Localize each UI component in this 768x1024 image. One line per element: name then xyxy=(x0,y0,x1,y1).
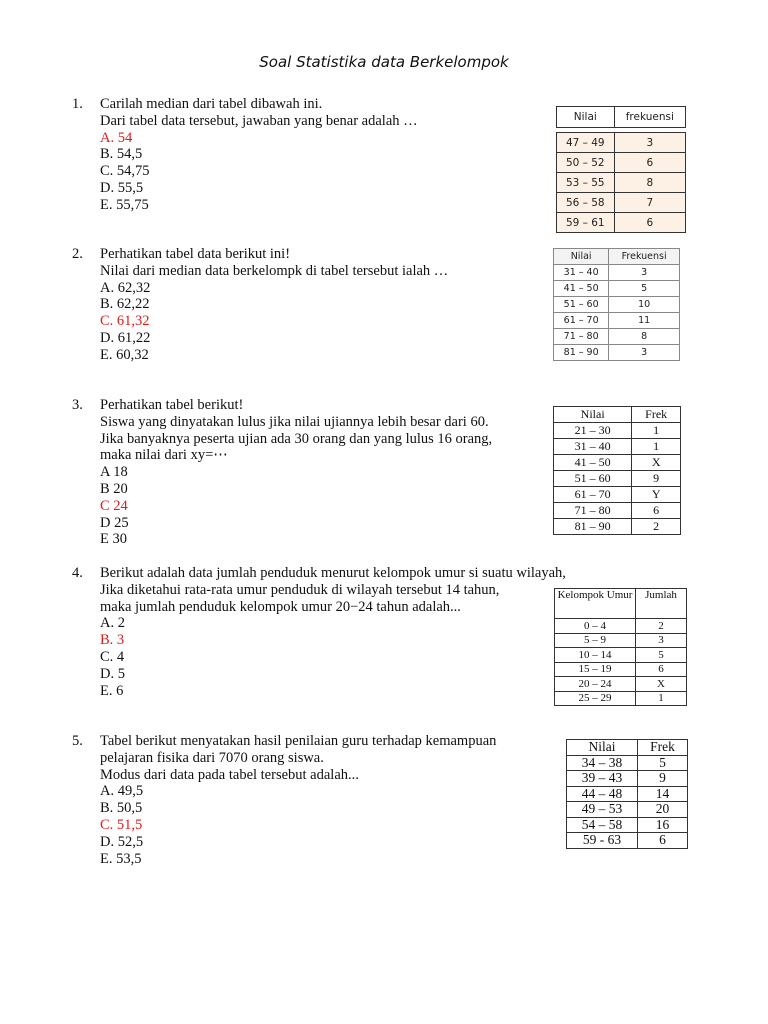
table-2 xyxy=(553,248,680,361)
question-number: 2. xyxy=(72,246,83,262)
table-4 xyxy=(554,588,687,706)
table-header: Jumlah xyxy=(636,589,687,619)
table-cell: Y xyxy=(632,487,681,503)
question-text: Berikut adalah data jumlah penduduk menurut kelompok umur si suatu wilayah, xyxy=(100,565,566,581)
table-cell: 54 – 58 xyxy=(567,817,638,833)
option-b: B 20 xyxy=(100,480,128,497)
table-header: Frek xyxy=(632,407,681,423)
option-e: E 30 xyxy=(100,531,127,548)
question-number: 1. xyxy=(72,96,83,112)
table-cell: 6 xyxy=(614,153,685,173)
table-1 xyxy=(556,106,686,233)
question-text: Modus dari data pada tabel tersebut adalah... xyxy=(100,766,359,783)
table-row xyxy=(554,281,680,297)
table-cell: 3 xyxy=(614,133,685,153)
table-cell: 5 xyxy=(636,648,687,663)
question-number: 4. xyxy=(72,565,83,581)
option-a: A. 54 xyxy=(100,129,133,146)
table-cell: 3 xyxy=(609,345,680,361)
table-cell: 20 – 24 xyxy=(555,677,636,692)
table-header: frekuensi xyxy=(614,107,685,128)
table-row xyxy=(555,691,687,706)
option-c: C. 61,32 xyxy=(100,313,150,330)
table-row xyxy=(557,173,686,193)
table-row xyxy=(555,633,687,648)
table-cell: 61 – 70 xyxy=(554,313,609,329)
table-cell: 10 – 14 xyxy=(555,648,636,663)
table-row xyxy=(567,802,688,818)
table-cell: 15 – 19 xyxy=(555,662,636,677)
question-text: maka jumlah penduduk kelompok umur 20−24 tahun adalah... xyxy=(100,598,461,615)
question-text: Tabel berikut menyatakan hasil penilaian guru terhadap kemampuan xyxy=(100,733,497,749)
table-row xyxy=(555,662,687,677)
table-cell: 81 – 90 xyxy=(554,345,609,361)
table-cell: 9 xyxy=(632,471,681,487)
table-cell: 5 xyxy=(609,281,680,297)
table-cell: 0 – 4 xyxy=(555,619,636,634)
table-row xyxy=(567,771,688,787)
table-cell: 59 – 61 xyxy=(557,213,615,233)
table-row xyxy=(554,519,681,535)
table-cell: 56 – 58 xyxy=(557,193,615,213)
table-cell: X xyxy=(636,677,687,692)
question-text: Perhatikan tabel berikut! xyxy=(100,397,244,413)
table-row xyxy=(554,487,681,503)
page-title: Soal Statistika data Berkelompok xyxy=(259,53,509,71)
table-cell: 11 xyxy=(609,313,680,329)
table-cell: 41 – 50 xyxy=(554,455,632,471)
table-cell: 1 xyxy=(632,423,681,439)
table-cell: 44 – 48 xyxy=(567,786,638,802)
question-text: pelajaran fisika dari 7070 orang siswa. xyxy=(100,749,324,766)
table-header: Nilai xyxy=(554,407,632,423)
option-e: E. 53,5 xyxy=(100,850,142,867)
option-b: B. 3 xyxy=(100,632,125,649)
table-cell: 6 xyxy=(632,503,681,519)
table-row xyxy=(567,786,688,802)
question-text: maka nilai dari xy=⋯ xyxy=(100,447,228,464)
table-cell: 47 – 49 xyxy=(557,133,615,153)
table-cell: 10 xyxy=(609,297,680,313)
table-row xyxy=(557,133,686,153)
table-header: Frekuensi xyxy=(609,249,680,265)
option-d: D 25 xyxy=(100,514,129,531)
table-cell: 50 – 52 xyxy=(557,153,615,173)
option-d: D. 55,5 xyxy=(100,179,144,196)
table-cell: 16 xyxy=(638,817,688,833)
table-3 xyxy=(553,406,681,535)
table-header: Nilai xyxy=(567,740,638,756)
table-cell: 14 xyxy=(638,786,688,802)
option-c: C. 54,75 xyxy=(100,163,150,180)
table-cell: 81 – 90 xyxy=(554,519,632,535)
table-header: Kelompok Umur xyxy=(555,589,636,619)
table-cell: 31 – 40 xyxy=(554,439,632,455)
table-row xyxy=(555,619,687,634)
table-cell: 3 xyxy=(609,265,680,281)
table-row xyxy=(557,213,686,233)
table-row xyxy=(554,297,680,313)
table-cell: 9 xyxy=(638,771,688,787)
option-d: D. 5 xyxy=(100,665,125,682)
table-cell: 34 – 38 xyxy=(567,755,638,771)
table-cell: 25 – 29 xyxy=(555,691,636,706)
option-a: A. 2 xyxy=(100,615,125,632)
table-cell: 20 xyxy=(638,802,688,818)
option-d: D. 61,22 xyxy=(100,329,151,346)
table-cell: 59 - 63 xyxy=(567,833,638,849)
table-cell: 1 xyxy=(636,691,687,706)
table-row xyxy=(555,648,687,663)
table-cell: 71 – 80 xyxy=(554,329,609,345)
table-row xyxy=(557,193,686,213)
option-e: E. 55,75 xyxy=(100,196,149,213)
table-row xyxy=(554,313,680,329)
question-number: 3. xyxy=(72,397,83,413)
option-e: E. 6 xyxy=(100,682,124,699)
table-row xyxy=(554,471,681,487)
table-cell: 6 xyxy=(638,833,688,849)
table-cell: X xyxy=(632,455,681,471)
table-row xyxy=(555,677,687,692)
table-row xyxy=(567,817,688,833)
table-cell: 61 – 70 xyxy=(554,487,632,503)
table-cell: 41 – 50 xyxy=(554,281,609,297)
option-a: A. 62,32 xyxy=(100,279,151,296)
table-cell: 7 xyxy=(614,193,685,213)
table-cell: 5 – 9 xyxy=(555,633,636,648)
table-cell: 39 – 43 xyxy=(567,771,638,787)
table-row xyxy=(554,455,681,471)
question-text: Siswa yang dinyatakan lulus jika nilai ujiannya lebih besar dari 60. xyxy=(100,413,489,430)
table-cell: 3 xyxy=(636,633,687,648)
table-cell: 2 xyxy=(636,619,687,634)
table-cell: 5 xyxy=(638,755,688,771)
question-text: Carilah median dari tabel dibawah ini. xyxy=(100,96,323,112)
table-cell: 21 – 30 xyxy=(554,423,632,439)
question-text: Jika banyaknya peserta ujian ada 30 orang dan yang lulus 16 orang, xyxy=(100,430,493,447)
table-row xyxy=(554,265,680,281)
option-d: D. 52,5 xyxy=(100,833,144,850)
option-a: A. 49,5 xyxy=(100,783,144,800)
option-b: B. 50,5 xyxy=(100,800,143,817)
question-text: Jika diketahui rata-rata umur penduduk di wilayah tersebut 14 tahun, xyxy=(100,581,500,598)
table-row xyxy=(554,345,680,361)
table-cell: 51 – 60 xyxy=(554,297,609,313)
option-a: A 18 xyxy=(100,464,128,481)
table-row xyxy=(557,153,686,173)
table-header: Frek xyxy=(638,740,688,756)
table-row xyxy=(567,833,688,849)
table-cell: 31 – 40 xyxy=(554,265,609,281)
table-cell: 8 xyxy=(614,173,685,193)
question-text: Dari tabel data tersebut, jawaban yang benar adalah … xyxy=(100,112,418,129)
table-header: Nilai xyxy=(557,107,615,128)
table-cell: 71 – 80 xyxy=(554,503,632,519)
table-row xyxy=(554,329,680,345)
table-5 xyxy=(566,739,688,849)
table-row xyxy=(554,439,681,455)
option-c: C 24 xyxy=(100,497,128,514)
question-number: 5. xyxy=(72,733,83,749)
table-cell: 49 – 53 xyxy=(567,802,638,818)
option-b: B. 54,5 xyxy=(100,146,143,163)
table-row xyxy=(567,755,688,771)
table-row xyxy=(554,423,681,439)
table-cell: 51 – 60 xyxy=(554,471,632,487)
table-cell: 53 – 55 xyxy=(557,173,615,193)
option-b: B. 62,22 xyxy=(100,296,150,313)
option-e: E. 60,32 xyxy=(100,346,149,363)
table-cell: 1 xyxy=(632,439,681,455)
table-cell: 6 xyxy=(636,662,687,677)
table-cell: 6 xyxy=(614,213,685,233)
option-c: C. 4 xyxy=(100,648,125,665)
table-cell: 8 xyxy=(609,329,680,345)
table-header: Nilai xyxy=(554,249,609,265)
option-c: C. 51,5 xyxy=(100,816,143,833)
table-row xyxy=(554,503,681,519)
question-text: Nilai dari median data berkelompk di tabel tersebut ialah … xyxy=(100,262,449,279)
question-text: Perhatikan tabel data berikut ini! xyxy=(100,246,291,262)
table-cell: 2 xyxy=(632,519,681,535)
